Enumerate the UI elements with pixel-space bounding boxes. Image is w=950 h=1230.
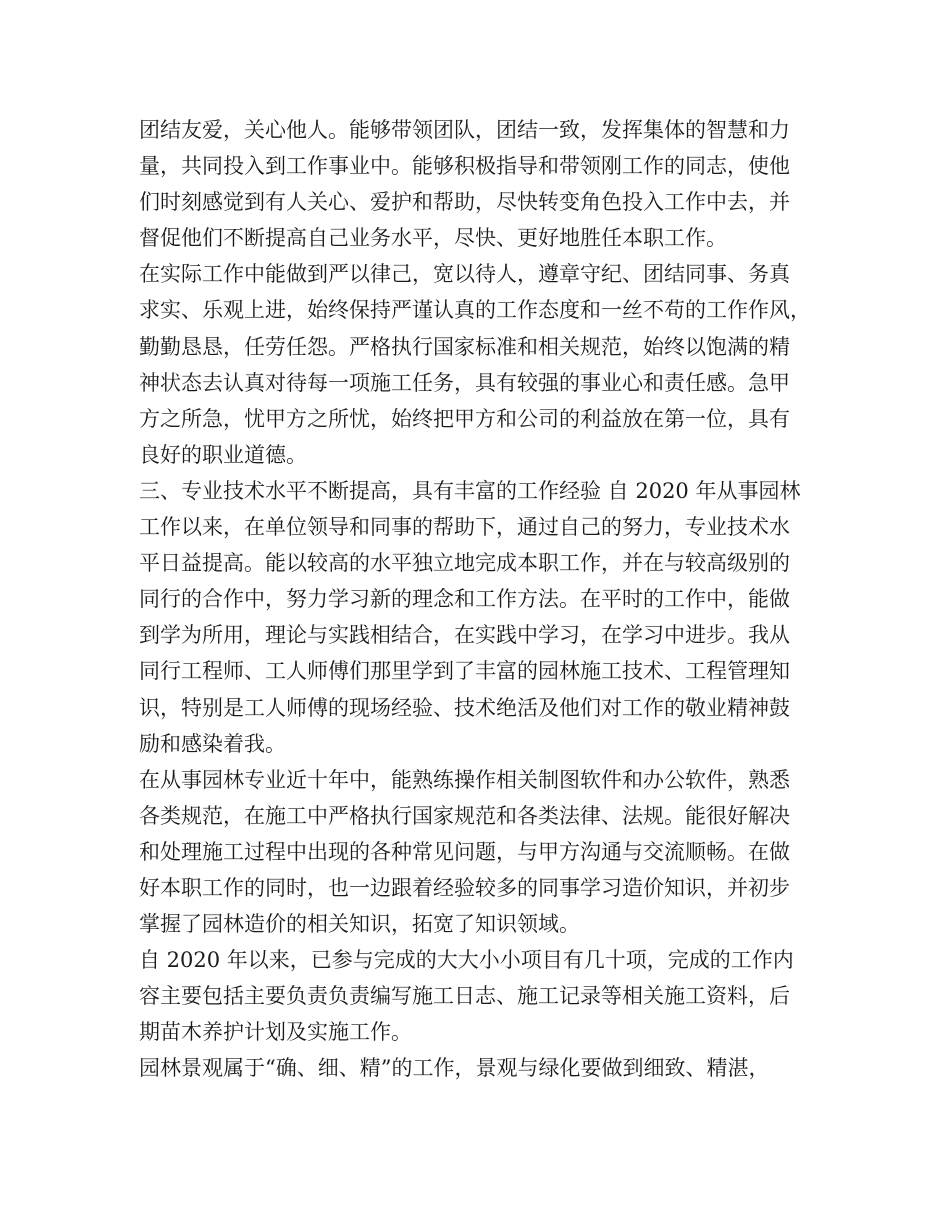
text-line: 容主要包括主要负责负责编写施工日志、施工记录等相关施工资料，后	[139, 984, 790, 1009]
text-line: 园林景观属于“确、细、精”的工作，景观与绿化要做到细致、精湛，	[139, 1056, 770, 1081]
text-line: 三、专业技术水平不断提高，具有丰富的工作经验 自 2020 年从事园林	[139, 478, 801, 503]
text-line: 神状态去认真对待每一项施工任务，具有较强的事业心和责任感。急甲	[139, 370, 790, 395]
text-line: 量，共同投入到工作事业中。能够积极指导和带领刚工作的同志，使他	[139, 154, 790, 179]
text-line: 团结友爱，关心他人。能够带领团队，团结一致，发挥集体的智慧和力	[139, 118, 790, 142]
text-line: 良好的职业道德。	[139, 442, 307, 467]
text-line: 在实际工作中能做到严以律己，宽以待人，遵章守纪、团结同事、务真	[139, 262, 790, 287]
text-line: 督促他们不断提高自己业务水平，尽快、更好地胜任本职工作。	[139, 226, 727, 251]
text-line: 同行工程师、工人师傅们那里学到了丰富的园林施工技术、工程管理知	[139, 659, 790, 684]
text-line: 平日益提高。能以较高的水平独立地完成本职工作，并在与较高级别的	[139, 551, 790, 576]
text-line: 好本职工作的同时，也一边跟着经验较多的同事学习造价知识，并初步	[139, 875, 790, 900]
text-line: 勤勤恳恳，任劳任怨。严格执行国家标准和相关规范，始终以饱满的精	[139, 334, 790, 359]
text-line: 各类规范，在施工中严格执行国家规范和各类法律、法规。能很好解决	[139, 803, 790, 828]
text-line: 识，特别是工人师傅的现场经验、技术绝活及他们对工作的敬业精神鼓	[139, 695, 790, 720]
document-body	[139, 112, 819, 1087]
text-line: 和处理施工过程中出现的各种常见问题，与甲方沟通与交流顺畅。在做	[139, 839, 790, 864]
text-line: 自 2020 年以来，已参与完成的大大小小项目有几十项，完成的工作内	[139, 948, 794, 973]
text-line: 方之所急，忧甲方之所忧，始终把甲方和公司的利益放在第一位，具有	[139, 406, 790, 431]
text-line: 求实、乐观上进，始终保持严谨认真的工作态度和一丝不苟的工作作风，	[139, 298, 811, 323]
text-line: 同行的合作中，努力学习新的理念和工作方法。在平时的工作中，能做	[139, 587, 790, 612]
text-line: 工作以来，在单位领导和同事的帮助下，通过自己的努力，专业技术水	[139, 515, 790, 540]
text-line: 到学为所用，理论与实践相结合，在实践中学习，在学习中进步。我从	[139, 623, 790, 648]
text-line: 在从事园林专业近十年中，能熟练操作相关制图软件和办公软件，熟悉	[139, 767, 790, 792]
text-line: 们时刻感觉到有人关心、爱护和帮助，尽快转变角色投入工作中去，并	[139, 190, 790, 215]
text-line: 励和感染着我。	[139, 731, 286, 756]
text-line: 掌握了园林造价的相关知识，拓宽了知识领域。	[139, 912, 580, 937]
text-line: 期苗木养护计划及实施工作。	[139, 1020, 412, 1045]
